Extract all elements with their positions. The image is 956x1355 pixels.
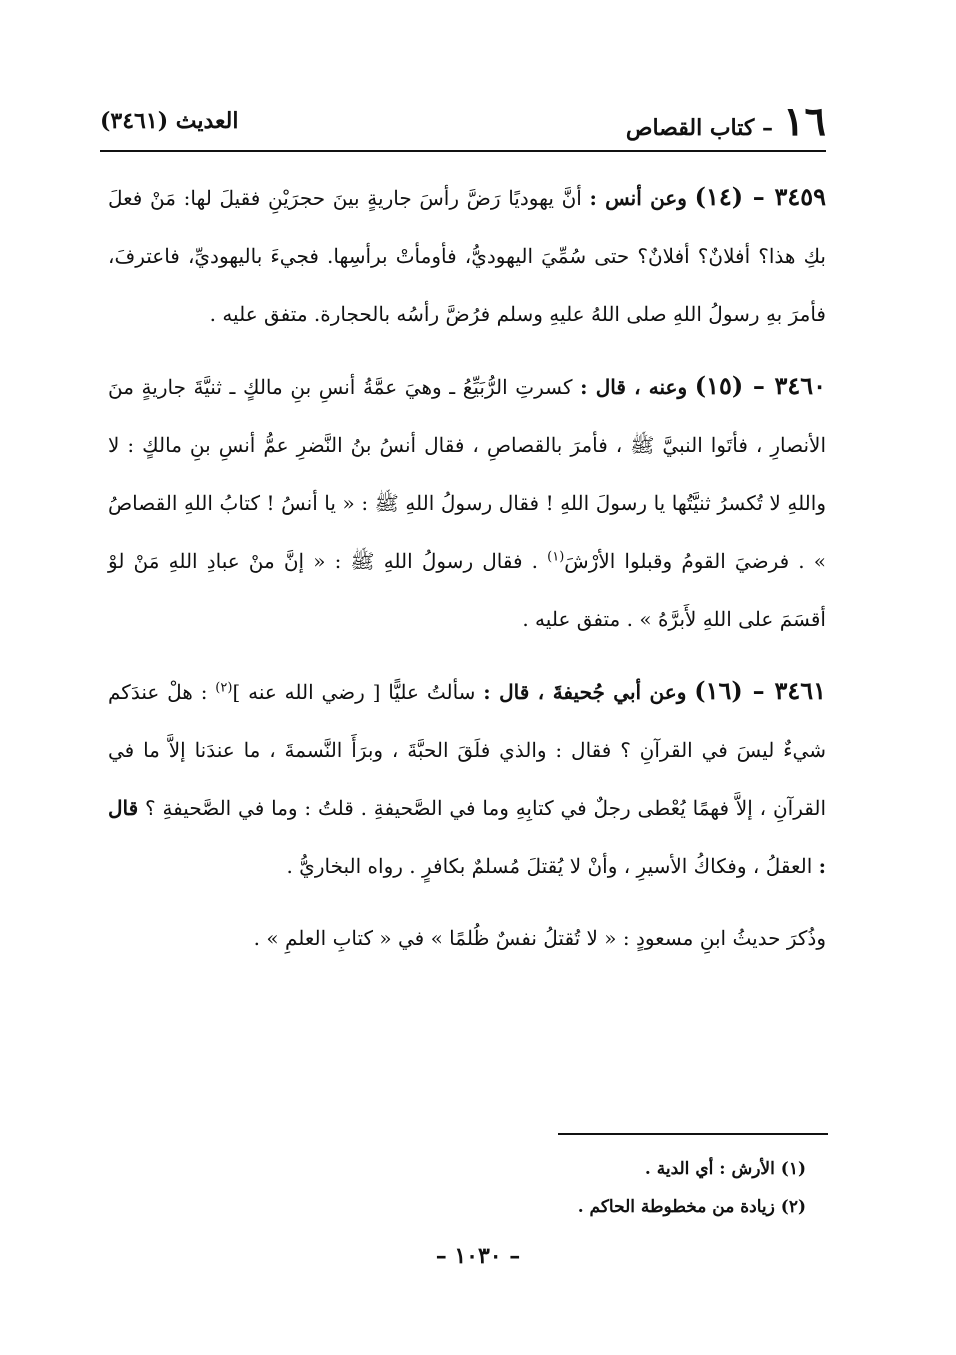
hadith-text: أنَّ يهوديًا رَضَّ رأسَ جاريةٍ بينَ حجرَيْنِ فقيلَ لها: مَنْ فعلَ بكِ هذا؟ أفلانٌ؟ أفلانٌ؟ حتى سُمِّيَ اليهوديُّ، فأومأتْ برأسِها. فجيءَ باليهوديِّ، فاعترفَ، فأمرَ بهِ رسولُ اللهِ صلى اللهُ عليهِ وسلم فرُضَّ رأسُه بالحجارة. متفق عليه .	[108, 186, 826, 326]
footnote-marker: (٢)	[215, 680, 233, 696]
hadith-number: ٣٤٥٩ – (١٤)	[694, 182, 826, 211]
hadith-intro-2: قال :	[108, 796, 826, 878]
hadith-intro: وعنه ، قال :	[580, 375, 688, 399]
closing-note: وذُكرَ حديثُ ابنِ مسعودٍ : « لا تُقتلُ نفسٌ ظُلمًا » في « كتابِ العلمِ » .	[253, 926, 826, 950]
hadith-number: ٣٤٦١ – (١٦)	[694, 676, 826, 705]
hadith-range: العديث (٣٤٦١)	[100, 108, 239, 134]
footnote-divider	[558, 1133, 828, 1135]
hadith-text-continued: . فقال رسولُ اللهِ ﷺ : « إنَّ منْ عبادِ اللهِ مَنْ لوْ أقسَمَ على اللهِ لأَبرَّهُ » . متفق عليه .	[108, 549, 826, 631]
page-number: – ١٠٣٠ –	[435, 1243, 521, 1269]
hadith-text-end: العقلُ ، وفكاكُ الأسيرِ ، وأنْ لا يُقتلَ مُسلمٌ بكافرٍ . رواه البخاريُّ .	[286, 854, 813, 878]
main-text	[108, 168, 826, 981]
footnotes	[306, 1150, 806, 1226]
footnote-marker: (١)	[547, 549, 565, 565]
page-header	[100, 90, 826, 152]
hadith-number: ٣٤٦٠ – (١٥)	[694, 371, 826, 400]
hadith-intro: وعن أنس :	[589, 186, 687, 210]
hadith-3459	[108, 168, 826, 343]
footnote-2: (٢) زيادة من مخطوطة الحاكم .	[577, 1197, 806, 1217]
footnote-1: (١) الأرش : أي الدية .	[644, 1159, 806, 1179]
hadith-intro: وعن أبي جُحيفةَ ، قال :	[483, 680, 687, 704]
hadith-text: كسرتِ الرُّبَيِّعُ ـ وهيَ عمَّةُ أنسِ بنِ مالكٍ ـ ثنيَّةَ جاريةٍ منَ الأنصارِ ، فأتَوا النبيَّ ﷺ ، فأمرَ بالقصاصِ ، فقال أنسُ بنُ النَّضرِ عمُّ أنسِ بنِ مالكٍ : لا واللهِ لا تُكسرُ ثنيَّتُها يا رسولَ اللهِ ! فقال رسولُ اللهِ ﷺ : « يا أنسُ ! كتابُ اللهِ القصاصُ » . فرضيَ القومُ وقبلوا الأرْشَ	[108, 375, 826, 573]
chapter-number: ١٦	[783, 98, 826, 145]
hadith-text-continued: : هلْ عندَكم شيءٌ ليسَ في القرآنِ ؟ فقال : والذي فلَقَ الحبَّةَ ، وبرَأَ النَّسمةَ ، ما عندَنا إلاَّ ما في القرآنِ ، إلاَّ فهمًا يُعْطى رجلٌ في كتابِهِ وما في الصَّحيفةِ . قلتُ : وما في الصَّحيفةِ ؟	[108, 680, 826, 820]
hadith-3460	[108, 357, 826, 648]
chapter-heading	[626, 98, 826, 145]
chapter-title: – كتاب القصاص	[625, 115, 774, 141]
hadith-3461	[108, 662, 826, 895]
hadith-text: سألتُ عليًّا [ رضي الله عنه ]	[232, 680, 476, 704]
